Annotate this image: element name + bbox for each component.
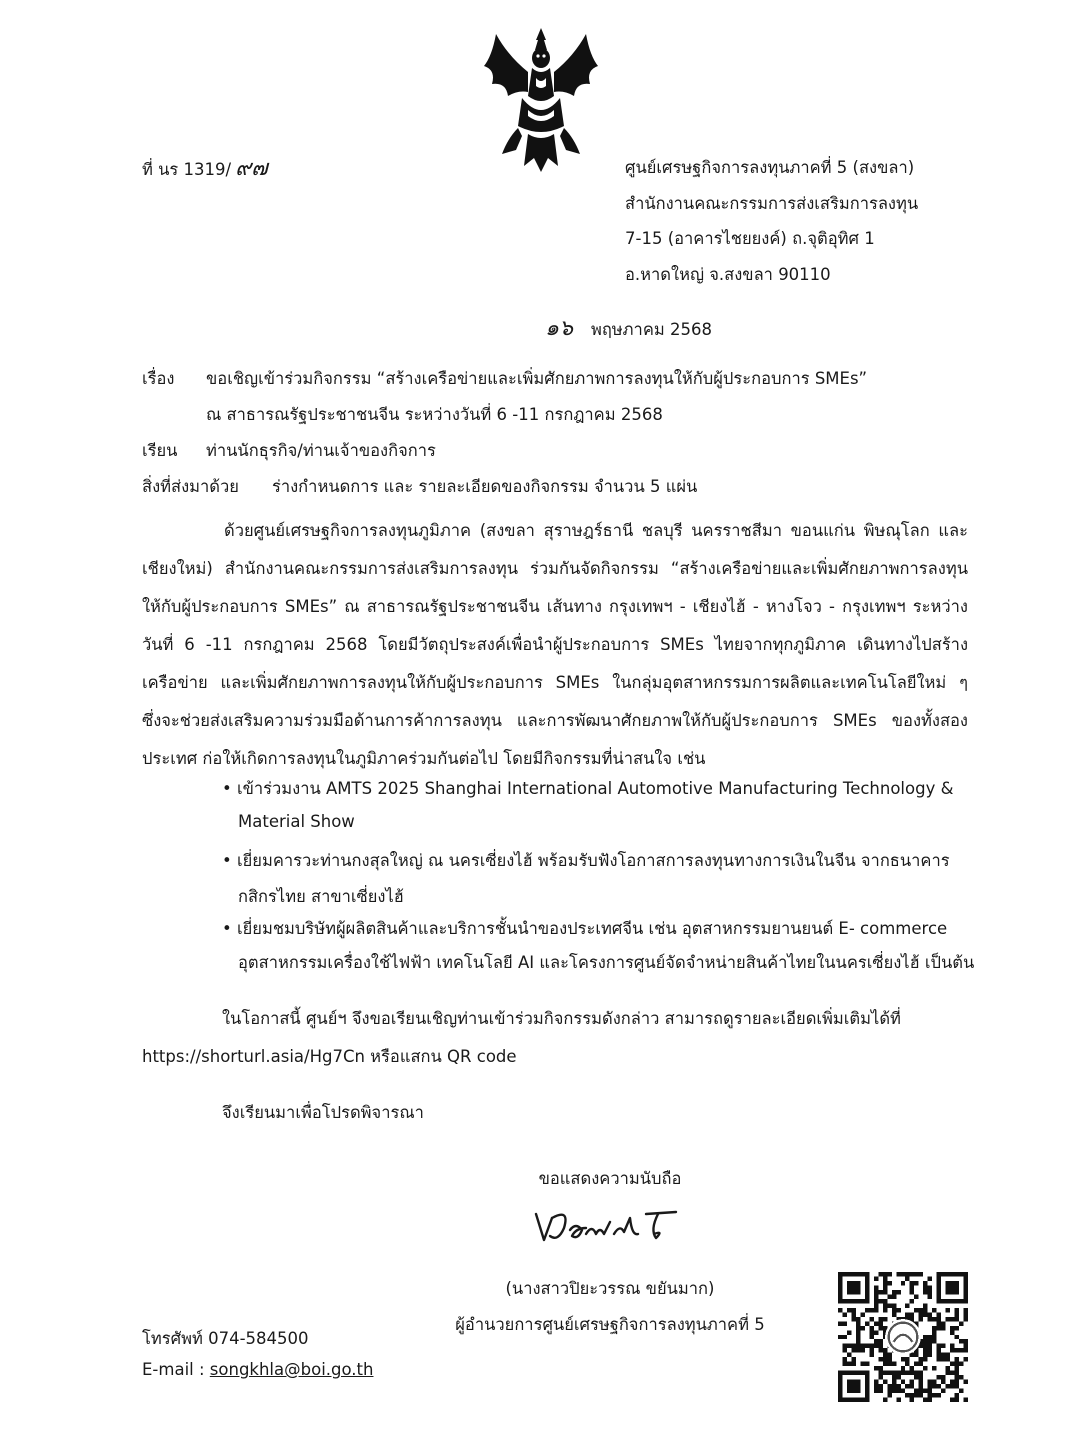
- address-line: สำนักงานคณะกรรมการส่งเสริมการลงทุน: [625, 193, 919, 213]
- date-day-handwritten: ๑๖: [545, 316, 573, 341]
- list-item-continuation: Material Show: [238, 812, 355, 831]
- date-month-year: พฤษภาคม 2568: [590, 320, 712, 339]
- paragraph-line: เชียงใหม่) สำนักงานคณะกรรมการส่งเสริมการลงทุน ร่วมกันจัดกิจกรรม “สร้างเครือข่ายและเพิ่มศักยภาพการลงทุน: [142, 559, 968, 578]
- subject-line-2: ณ สาธารณรัฐประชาชนจีน ระหว่างวันที่ 6 -11 กรกฎาคม 2568: [206, 405, 663, 424]
- paragraph-line: ให้กับผู้ประกอบการ SMEs” ณ สาธารณรัฐประชาชนจีน เส้นทาง กรุงเทพฯ - เชียงไฮ้ - หางโจว - กรุงเทพฯ ระหว่าง: [142, 597, 968, 616]
- phone-label: โทรศัพท์: [142, 1329, 203, 1348]
- signatory-name: (นางสาวปิยะวรรณ ขยันมาก): [505, 1279, 715, 1298]
- invitation-link-line: https://shorturl.asia/Hg7Cn หรือแสกน QR code: [142, 1047, 517, 1066]
- signatory-position: ผู้อำนวยการศูนย์เศรษฐกิจการลงทุนภาคที่ 5: [455, 1315, 765, 1334]
- address-line: 7-15 (อาคารไชยยงค์) ถ.จุติอุทิศ 1: [625, 229, 875, 248]
- enclosure-value: ร่างกำหนดการ และ รายละเอียดของกิจกรรม จำนวน 5 แผ่น: [272, 477, 698, 496]
- list-item-text: เยี่ยมชมบริษัทผู้ผลิตสินค้าและบริการชั้นนำของประเทศจีน เช่น อุตสาหกรรมยานยนต์ E- commerce: [236, 919, 948, 938]
- closing-request: จึงเรียนมาเพื่อโปรดพิจารณา: [222, 1103, 424, 1122]
- enclosure-label: สิ่งที่ส่งมาด้วย: [142, 477, 239, 496]
- phone-number: 074-584500: [208, 1329, 309, 1348]
- invitation-line: ในโอกาสนี้ ศูนย์ฯ จึงขอเรียนเชิญท่านเข้าร่วมกิจกรรมดังกล่าว สามารถดูรายละเอียดเพิ่มเติมได้ที่: [222, 1009, 901, 1028]
- address-line: ศูนย์เศรษฐกิจการลงทุนภาคที่ 5 (สงขลา): [625, 158, 915, 177]
- recipient-value: ท่านนักธุรกิจ/ท่านเจ้าของกิจการ: [206, 441, 436, 460]
- recipient-label: เรียน: [142, 441, 178, 460]
- garuda-emblem: [478, 26, 604, 174]
- list-item-continuation: อุตสาหกรรมเครื่องใช้ไฟฟ้า เทคโนโลยี AI และโครงการศูนย์จัดจำหน่ายสินค้าไทยในนครเซี่ยงไฮ้ เป็นต้น: [238, 953, 975, 972]
- handwritten-signature: [530, 1200, 690, 1250]
- reference-prefix: ที่ นร 1319/: [142, 160, 232, 179]
- reference-number-handwritten: ๙๗: [235, 156, 268, 181]
- paragraph-line: ประเทศ ก่อให้เกิดการลงทุนในภูมิภาคร่วมกันต่อไป โดยมีกิจกรรมที่น่าสนใจ เช่น: [142, 749, 706, 768]
- regards: ขอแสดงความนับถือ: [538, 1169, 682, 1188]
- qr-center-logo: [885, 1319, 921, 1355]
- list-item-continuation: กสิกรไทย สาขาเซี่ยงไฮ้: [238, 887, 404, 906]
- list-item-text: เข้าร่วมงาน AMTS 2025 Shanghai International Automotive Manufacturing Technology &: [236, 779, 954, 798]
- qr-code[interactable]: [838, 1272, 968, 1402]
- email-line: [142, 1360, 373, 1379]
- subject-line-1: ขอเชิญเข้าร่วมกิจกรรม “สร้างเครือข่ายและเพิ่มศักยภาพการลงทุนให้กับผู้ประกอบการ SMEs”: [206, 369, 868, 388]
- list-item-text: เยี่ยมคารวะท่านกงสุลใหญ่ ณ นครเซี่ยงไฮ้ พร้อมรับฟังโอกาสการลงทุนทางการเงินในจีน จากธนาคาร: [236, 851, 950, 870]
- reference-number: [142, 150, 268, 185]
- subject-label: เรื่อง: [142, 369, 175, 388]
- address-line: อ.หาดใหญ่ จ.สงขลา 90110: [625, 264, 831, 284]
- paragraph-line: วันที่ 6 -11 กรกฎาคม 2568 โดยมีวัตถุประสงค์เพื่อนำผู้ประกอบการ SMEs ไทยจากทุกภูมิภาค เดินทางไปสร้าง: [142, 635, 968, 654]
- paragraph-line: เครือข่าย และเพิ่มศักยภาพการลงทุนให้กับผู้ประกอบการ SMEs ในกลุ่มอุตสาหกรรมการผลิตและเทคโนโลยีใหม่ ๆ: [142, 673, 968, 692]
- paragraph-line: ด้วยศูนย์เศรษฐกิจการลงทุนภูมิภาค (สงขลา สุราษฎร์ธานี ชลบุรี นครราชสีมา ขอนแก่น พิษณุโลก และ: [224, 521, 968, 540]
- sender-address: [625, 150, 918, 292]
- paragraph-line: ซึ่งจะช่วยส่งเสริมความร่วมมือด้านการค้าการลงทุน และการพัฒนาศักยภาพให้กับผู้ประกอบการ SMEs ของทั้งสอง: [142, 711, 968, 730]
- letter-date: [545, 310, 712, 345]
- email-link[interactable]: songkhla@boi.go.th: [209, 1360, 374, 1379]
- email-label: E-mail :: [142, 1360, 205, 1379]
- phone-line: [142, 1326, 309, 1352]
- list-item: • เยี่ยมชมบริษัทผู้ผลิตสินค้าและบริการชั้นนำของประเทศจีน เช่น อุตสาหกรรมยานยนต์ E- commerce: [222, 919, 948, 938]
- list-item: • เยี่ยมคารวะท่านกงสุลใหญ่ ณ นครเซี่ยงไฮ้ พร้อมรับฟังโอกาสการลงทุนทางการเงินในจีน จากธนาคาร: [222, 851, 950, 870]
- list-item: • เข้าร่วมงาน AMTS 2025 Shanghai International Automotive Manufacturing Technology &: [222, 779, 954, 798]
